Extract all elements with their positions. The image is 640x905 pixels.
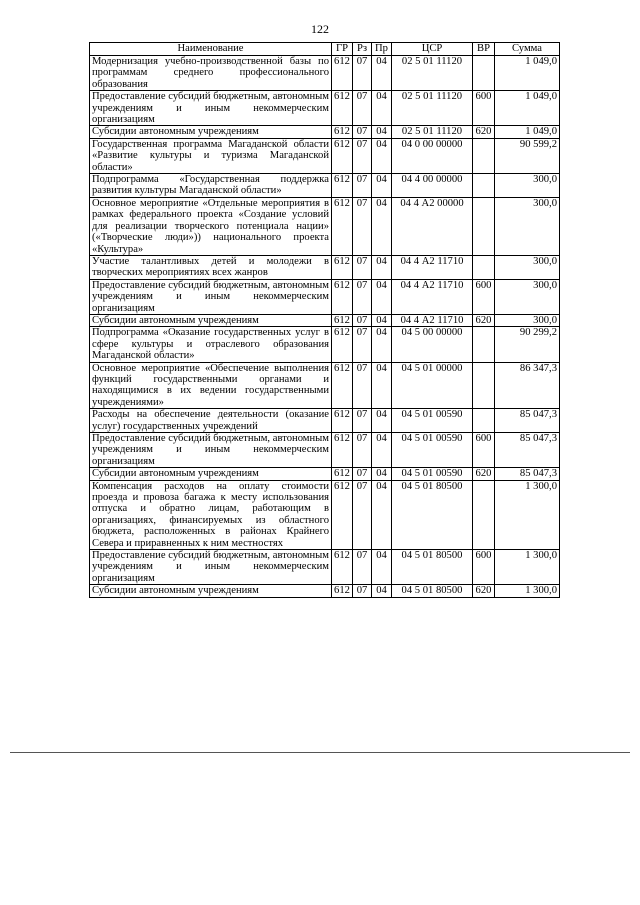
header-sum: Сумма — [495, 43, 560, 56]
header-rz: Рз — [353, 43, 372, 56]
table-row — [90, 126, 560, 138]
row-rz: 07 — [353, 362, 372, 409]
row-gr: 612 — [332, 585, 353, 597]
row-sum: 85 047,3 — [495, 433, 560, 468]
row-gr: 612 — [332, 480, 353, 549]
row-sum: 86 347,3 — [495, 362, 560, 409]
row-sum: 1 300,0 — [495, 550, 560, 585]
row-rz: 07 — [353, 174, 372, 198]
row-sum: 1 049,0 — [495, 91, 560, 126]
row-pr: 04 — [372, 138, 392, 173]
row-name: Предоставление субсидий бюджетным, автономным учреждениям и иным некоммерческим организациям — [90, 550, 332, 585]
row-pr: 04 — [372, 480, 392, 549]
row-pr: 04 — [372, 409, 392, 433]
row-vr — [473, 480, 495, 549]
table-row — [90, 585, 560, 597]
row-rz: 07 — [353, 585, 372, 597]
row-pr: 04 — [372, 585, 392, 597]
row-sum: 1 049,0 — [495, 126, 560, 138]
row-gr: 612 — [332, 174, 353, 198]
row-rz: 07 — [353, 327, 372, 362]
row-rz: 07 — [353, 550, 372, 585]
row-sum: 1 300,0 — [495, 480, 560, 549]
page-number: 122 — [311, 22, 329, 36]
row-pr: 04 — [372, 126, 392, 138]
row-name: Государственная программа Магаданской области «Развитие культуры и туризма Магаданской области» — [90, 138, 332, 173]
row-vr — [473, 362, 495, 409]
footer-divider — [10, 752, 630, 753]
row-name: Субсидии автономным учреждениям — [90, 126, 332, 138]
row-rz: 07 — [353, 314, 372, 326]
row-pr: 04 — [372, 56, 392, 91]
row-csr: 04 4 А2 11710 — [392, 279, 473, 314]
table-row — [90, 314, 560, 326]
table-row — [90, 255, 560, 279]
table-row — [90, 138, 560, 173]
row-name: Подпрограмма «Государственная поддержка развития культуры Магаданской области» — [90, 174, 332, 198]
row-gr: 612 — [332, 468, 353, 480]
row-rz: 07 — [353, 255, 372, 279]
row-sum: 85 047,3 — [495, 468, 560, 480]
row-name: Основное мероприятие «Отдельные мероприятия в рамках федерального проекта «Создание условий для реализации творческого потенциала нации» («Творческие люди»)) национального проекта «Культура» — [90, 197, 332, 255]
row-vr: 600 — [473, 550, 495, 585]
row-name: Субсидии автономным учреждениям — [90, 585, 332, 597]
row-gr: 612 — [332, 56, 353, 91]
row-gr: 612 — [332, 126, 353, 138]
row-csr: 04 0 00 00000 — [392, 138, 473, 173]
table-row — [90, 279, 560, 314]
row-csr: 04 5 01 00590 — [392, 409, 473, 433]
row-csr: 04 4 А2 00000 — [392, 197, 473, 255]
row-csr: 04 5 01 00590 — [392, 433, 473, 468]
row-vr — [473, 197, 495, 255]
row-csr: 04 4 А2 11710 — [392, 255, 473, 279]
row-name: Предоставление субсидий бюджетным, автономным учреждениям и иным некоммерческим организациям — [90, 433, 332, 468]
row-name: Субсидии автономным учреждениям — [90, 314, 332, 326]
row-name: Подпрограмма «Оказание государственных услуг в сфере культуры и отраслевого образования Магаданской области» — [90, 327, 332, 362]
row-pr: 04 — [372, 255, 392, 279]
row-vr: 600 — [473, 433, 495, 468]
row-name: Субсидии автономным учреждениям — [90, 468, 332, 480]
row-gr: 612 — [332, 279, 353, 314]
row-rz: 07 — [353, 433, 372, 468]
table-row — [90, 550, 560, 585]
header-vr: ВР — [473, 43, 495, 56]
row-name: Компенсация расходов на оплату стоимости проезда и провоза багажа к месту использования отпуска и обратно лицам, работающим в организациях, финансируемых из областного бюджета, расположенных в районах Крайнего Севера и приравненных к ним местностях — [90, 480, 332, 549]
row-vr — [473, 327, 495, 362]
row-vr — [473, 174, 495, 198]
row-vr: 620 — [473, 314, 495, 326]
row-rz: 07 — [353, 279, 372, 314]
table-row — [90, 327, 560, 362]
table-row — [90, 197, 560, 255]
row-sum: 90 599,2 — [495, 138, 560, 173]
row-sum: 1 300,0 — [495, 585, 560, 597]
row-sum: 90 299,2 — [495, 327, 560, 362]
row-vr — [473, 409, 495, 433]
row-vr — [473, 138, 495, 173]
row-pr: 04 — [372, 327, 392, 362]
row-sum: 300,0 — [495, 314, 560, 326]
row-sum: 300,0 — [495, 255, 560, 279]
row-sum: 85 047,3 — [495, 409, 560, 433]
row-vr — [473, 255, 495, 279]
row-name: Модернизация учебно-производственной базы по программам среднего профессионального образования — [90, 56, 332, 91]
header-gr: ГР — [332, 43, 353, 56]
table-row — [90, 91, 560, 126]
row-csr: 04 4 А2 11710 — [392, 314, 473, 326]
header-pr: Пр — [372, 43, 392, 56]
row-sum: 300,0 — [495, 197, 560, 255]
table-row — [90, 174, 560, 198]
header-row — [90, 43, 560, 56]
row-pr: 04 — [372, 362, 392, 409]
row-pr: 04 — [372, 314, 392, 326]
row-vr — [473, 56, 495, 91]
row-vr: 620 — [473, 585, 495, 597]
row-rz: 07 — [353, 468, 372, 480]
row-rz: 07 — [353, 138, 372, 173]
budget-table — [89, 42, 560, 598]
row-gr: 612 — [332, 197, 353, 255]
table-row — [90, 468, 560, 480]
row-name: Предоставление субсидий бюджетным, автономным учреждениям и иным некоммерческим организациям — [90, 91, 332, 126]
table-row — [90, 409, 560, 433]
row-name: Предоставление субсидий бюджетным, автономным учреждениям и иным некоммерческим организациям — [90, 279, 332, 314]
table-row — [90, 480, 560, 549]
row-rz: 07 — [353, 197, 372, 255]
row-csr: 02 5 01 11120 — [392, 91, 473, 126]
table-row — [90, 56, 560, 91]
row-gr: 612 — [332, 91, 353, 126]
row-name: Основное мероприятие «Обеспечение выполнения функций государственными органами и находящимися в их ведении государственными учреждениями» — [90, 362, 332, 409]
row-pr: 04 — [372, 433, 392, 468]
row-vr: 620 — [473, 126, 495, 138]
row-rz: 07 — [353, 91, 372, 126]
row-pr: 04 — [372, 174, 392, 198]
row-sum: 1 049,0 — [495, 56, 560, 91]
row-vr: 600 — [473, 91, 495, 126]
table-row — [90, 433, 560, 468]
row-vr: 620 — [473, 468, 495, 480]
row-csr: 04 5 01 80500 — [392, 585, 473, 597]
table-body — [90, 56, 560, 598]
row-gr: 612 — [332, 327, 353, 362]
row-rz: 07 — [353, 56, 372, 91]
row-pr: 04 — [372, 279, 392, 314]
row-sum: 300,0 — [495, 174, 560, 198]
row-pr: 04 — [372, 91, 392, 126]
row-vr: 600 — [473, 279, 495, 314]
row-pr: 04 — [372, 550, 392, 585]
row-gr: 612 — [332, 550, 353, 585]
row-gr: 612 — [332, 409, 353, 433]
row-csr: 04 5 01 80500 — [392, 550, 473, 585]
row-rz: 07 — [353, 126, 372, 138]
table-row — [90, 362, 560, 409]
row-csr: 04 5 01 00590 — [392, 468, 473, 480]
row-gr: 612 — [332, 138, 353, 173]
row-pr: 04 — [372, 468, 392, 480]
row-name: Расходы на обеспечение деятельности (оказание услуг) государственных учреждений — [90, 409, 332, 433]
row-pr: 04 — [372, 197, 392, 255]
header-csr: ЦСР — [392, 43, 473, 56]
row-gr: 612 — [332, 255, 353, 279]
row-csr: 04 5 00 00000 — [392, 327, 473, 362]
row-gr: 612 — [332, 433, 353, 468]
row-csr: 02 5 01 11120 — [392, 56, 473, 91]
row-csr: 04 5 01 00000 — [392, 362, 473, 409]
row-gr: 612 — [332, 362, 353, 409]
row-name: Участие талантливых детей и молодежи в творческих мероприятиях всех жанров — [90, 255, 332, 279]
header-name: Наименование — [90, 43, 332, 56]
row-sum: 300,0 — [495, 279, 560, 314]
row-csr: 04 4 00 00000 — [392, 174, 473, 198]
row-csr: 02 5 01 11120 — [392, 126, 473, 138]
row-rz: 07 — [353, 409, 372, 433]
row-rz: 07 — [353, 480, 372, 549]
row-gr: 612 — [332, 314, 353, 326]
row-csr: 04 5 01 80500 — [392, 480, 473, 549]
